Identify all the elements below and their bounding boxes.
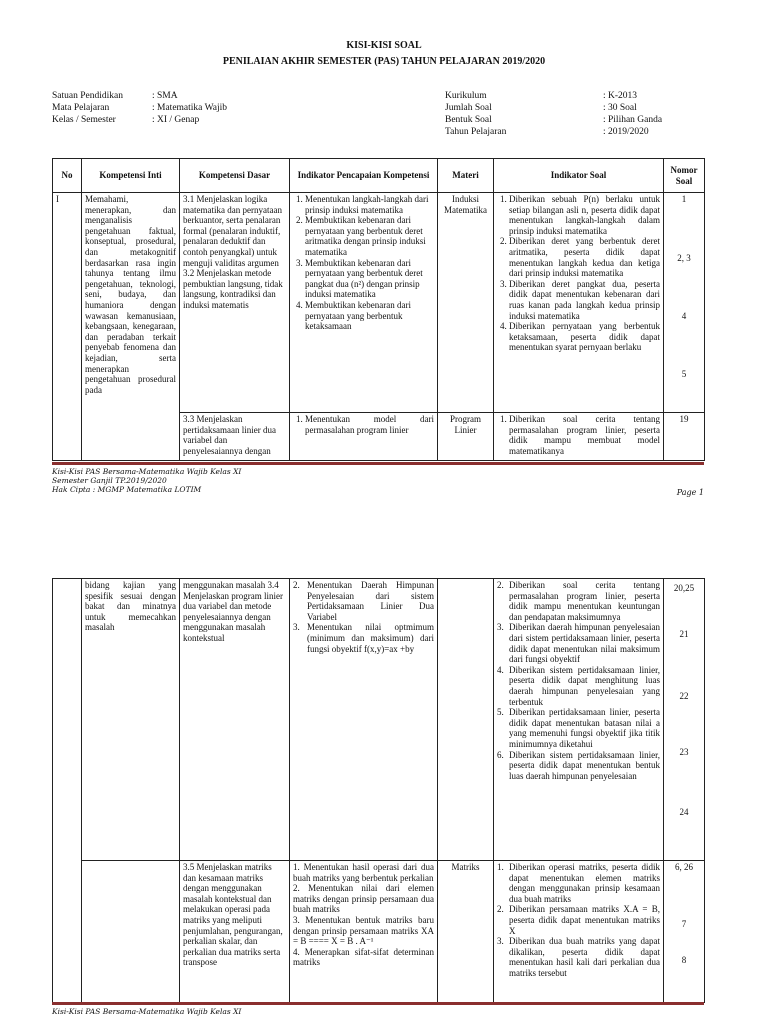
footer-rule [52, 1002, 704, 1005]
col-indikator: Indikator Soal [494, 159, 664, 193]
page2-footer: Kisi-Kisi PAS Bersama-Matematika Wajib Kelas XI [52, 1007, 242, 1016]
cell-nomor: 1 2, 3 4 5 [664, 193, 705, 413]
cell-ki [82, 861, 180, 1003]
kisi-table-page1 [52, 158, 705, 461]
cell-no [53, 579, 82, 1003]
table-row [53, 861, 705, 1003]
cell-materi: Induksi Matematika [438, 193, 494, 413]
cell-kd: 3.1 Menjelaskan logika matematika dan pernyataan berkuantor, serta penalaran formal (penalaran induktif, penalaran deduktif dan contoh penyangkal) untuk menguji validitas argumen 3.2 Menjelaskan metode pembuktian langsung, tidak langsung, kontradiksi dan induksi matematis [180, 193, 290, 413]
cell-no: I [53, 193, 82, 461]
cell-indikator: 2. Diberikan soal cerita tentang permasalahan program linier, peserta didik mampu menentukan keuntungan dan pendapatan maksimumnya 3. Diberikan daerah himpunan penyelesaian dari sistem pertidaksamaan linier, peserta didik dapat menentukan nilai maksimum dari fungsi obyektif 4. Diberikan sistem pertidaksamaan linier, peserta didik dapat menghitung luas daerah himpunan penyelesaian yang terbentuk 5. Diberikan pertidaksamaan linier, peserta didik dapat menentukan batasan nilai a yang memenuhi fungsi obyektif jika titik minimumnya diketahui 6. Diberikan sistem pertidaksamaan linier, peserta didik dapat menentukan bentuk luas daerah himpunan penyelesaian [494, 579, 664, 861]
cell-ipk: 2. Menentukan Daerah Himpunan Penyelesaian dari sistem Pertidaksamaan Linier Dua Variabel 3. Menentukan nilai optmimum (minimum dan maksimum) dari fungsi obyektif f(x,y)=ax +by [290, 579, 438, 861]
cell-ipk: 1. Menentukan model dari permasalahan program linier [290, 413, 438, 461]
page1-footer: Kisi-Kisi PAS Bersama-Matematika Wajib Kelas XI Semester Ganjil TP.2019/2020 Hak Cipta : MGMP Matematika LOTIM [52, 467, 242, 494]
kisi-table-page2 [52, 578, 705, 1003]
page-2 [0, 560, 768, 1024]
page-number: Page 1 [676, 488, 704, 497]
cell-ki: Memahami, menerapkan, dan menganalisis pengetahuan faktual, konseptual, prosedural, dan metakognitif berdasarkan rasa ingin tahunya tentang ilmu pengetahuan, teknologi, seni, budaya, dan humaniora dengan wawasan kemanusiaan, kebangsaan, kenegaraan, dan peradaban terkait penyebab fenomena dan kejadian, serta menerapkan pengetahuan prosedural pada [82, 193, 180, 461]
col-no: No [53, 159, 82, 193]
col-nomor: Nomor Soal [664, 159, 705, 193]
col-materi: Materi [438, 159, 494, 193]
cell-ki: bidang kajian yang spesifik sesuai dengan bakat dan minatnya untuk memecahkan masalah [82, 579, 180, 861]
table-row [53, 579, 705, 861]
footer-rule [52, 462, 704, 465]
cell-indikator: 1. Diberikan sebuah P(n) berlaku untuk setiap bilangan asli n, peserta didik dapat menentukan langkah-langkah dalam prinsip induksi matematika 2. Diberikan deret yang berbentuk deret aritmatika, peserta didik dapat menentukan langkah kedua dan ketiga dari prinsip induksi matematika 3. Diberikan deret pangkat dua, peserta didik dapat menentukan kebenaran dari ruas kanan pada langkah kedua prinsip induksi matematika 4. Diberikan pernyataan yang berbentuk ketaksamaan, peserta didik dapat menentukan syarat pernyaan berlaku [494, 193, 664, 413]
cell-kd: 3.3 Menjelaskan pertidaksamaan linier dua variabel dan penyelesaiannya dengan [180, 413, 290, 461]
col-ipk: Indikator Pencapaian Kompetensi [290, 159, 438, 193]
cell-nomor: 19 [664, 413, 705, 461]
cell-ipk: 1. Menentukan hasil operasi dari dua buah matriks yang berbentuk perkalian 2. Menentukan nilai dari elemen matriks dengan prinsip persamaan dua buah matriks 3. Menentukan bentuk matriks baru dengan prinsip persamaan matriks XA = B ==== X = B . A⁻¹ 4. Menerapkan sifat-sifat determinan matriks [290, 861, 438, 1003]
doc-title: KISI-KISI SOAL [346, 40, 422, 51]
cell-kd: 3.5 Menjelaskan matriks dan kesamaan matriks dengan menggunakan masalah kontekstual dan melakukan operasi pada matriks yang meliputi penjumlahan, pengurangan, perkalian skalar, dan perkalian dua matriks serta transpose [180, 861, 290, 1003]
cell-kd: menggunakan masalah 3.4 Menjelaskan program linier dua variabel dan metode penyelesaiannya dengan menggunakan masalah kontekstual [180, 579, 290, 861]
table-row [53, 193, 705, 413]
cell-indikator: 1. Diberikan operasi matriks, peserta didik dapat menentukan elemen matriks dengan menggunakan prinsip kesamaan dua buah matriks 2. Diberikan persamaan matriks X.A = B, peserta didik dapat menentukan matriks X 3. Diberikan dua buah matriks yang dapat dikalikan, peserta didik dapat menentukan hasil kali dari perkalian dua matriks tersebut [494, 861, 664, 1003]
cell-materi: Matriks [438, 861, 494, 1003]
meta-right: Kurikulum : K-2013 Jumlah Soal : 30 Soal Bentuk Soal : Pilihan Ganda Tahun Pelajaran : 2019/2020 [445, 91, 663, 137]
cell-ipk: 1. Menentukan langkah-langkah dari prinsip induksi matematika 2. Membuktikan kebenaran dari pernyataan yang berbentuk deret aritmatika dengan prinsip induksi matematika 3. Membuktikan kebenaran dari pernyataan yang berbentuk deret pangkat dua (n²) dengan prinsip induksi matematika 4. Membuktikan kebenaran dari pernyataan yang berbentuk ketaksamaan [290, 193, 438, 413]
col-ki: Kompetensi Inti [82, 159, 180, 193]
doc-subtitle: PENILAIAN AKHIR SEMESTER (PAS) TAHUN PELAJARAN 2019/2020 [222, 56, 546, 67]
meta-left: Satuan Pendidikan : SMA Mata Pelajaran : Matematika Wajib Kelas / Semester : XI / Genap [52, 91, 228, 125]
table-header-row [53, 159, 705, 193]
cell-materi [438, 579, 494, 861]
cell-materi: Program Linier [438, 413, 494, 461]
cell-nomor: 20,25 21 22 23 24 [664, 579, 705, 861]
cell-indikator: 1. Diberikan soal cerita tentang permasalahan program linier, peserta didik mampu membuat model matematikanya [494, 413, 664, 461]
cell-nomor: 6, 26 7 8 [664, 861, 705, 1003]
col-kd: Kompetensi Dasar [180, 159, 290, 193]
